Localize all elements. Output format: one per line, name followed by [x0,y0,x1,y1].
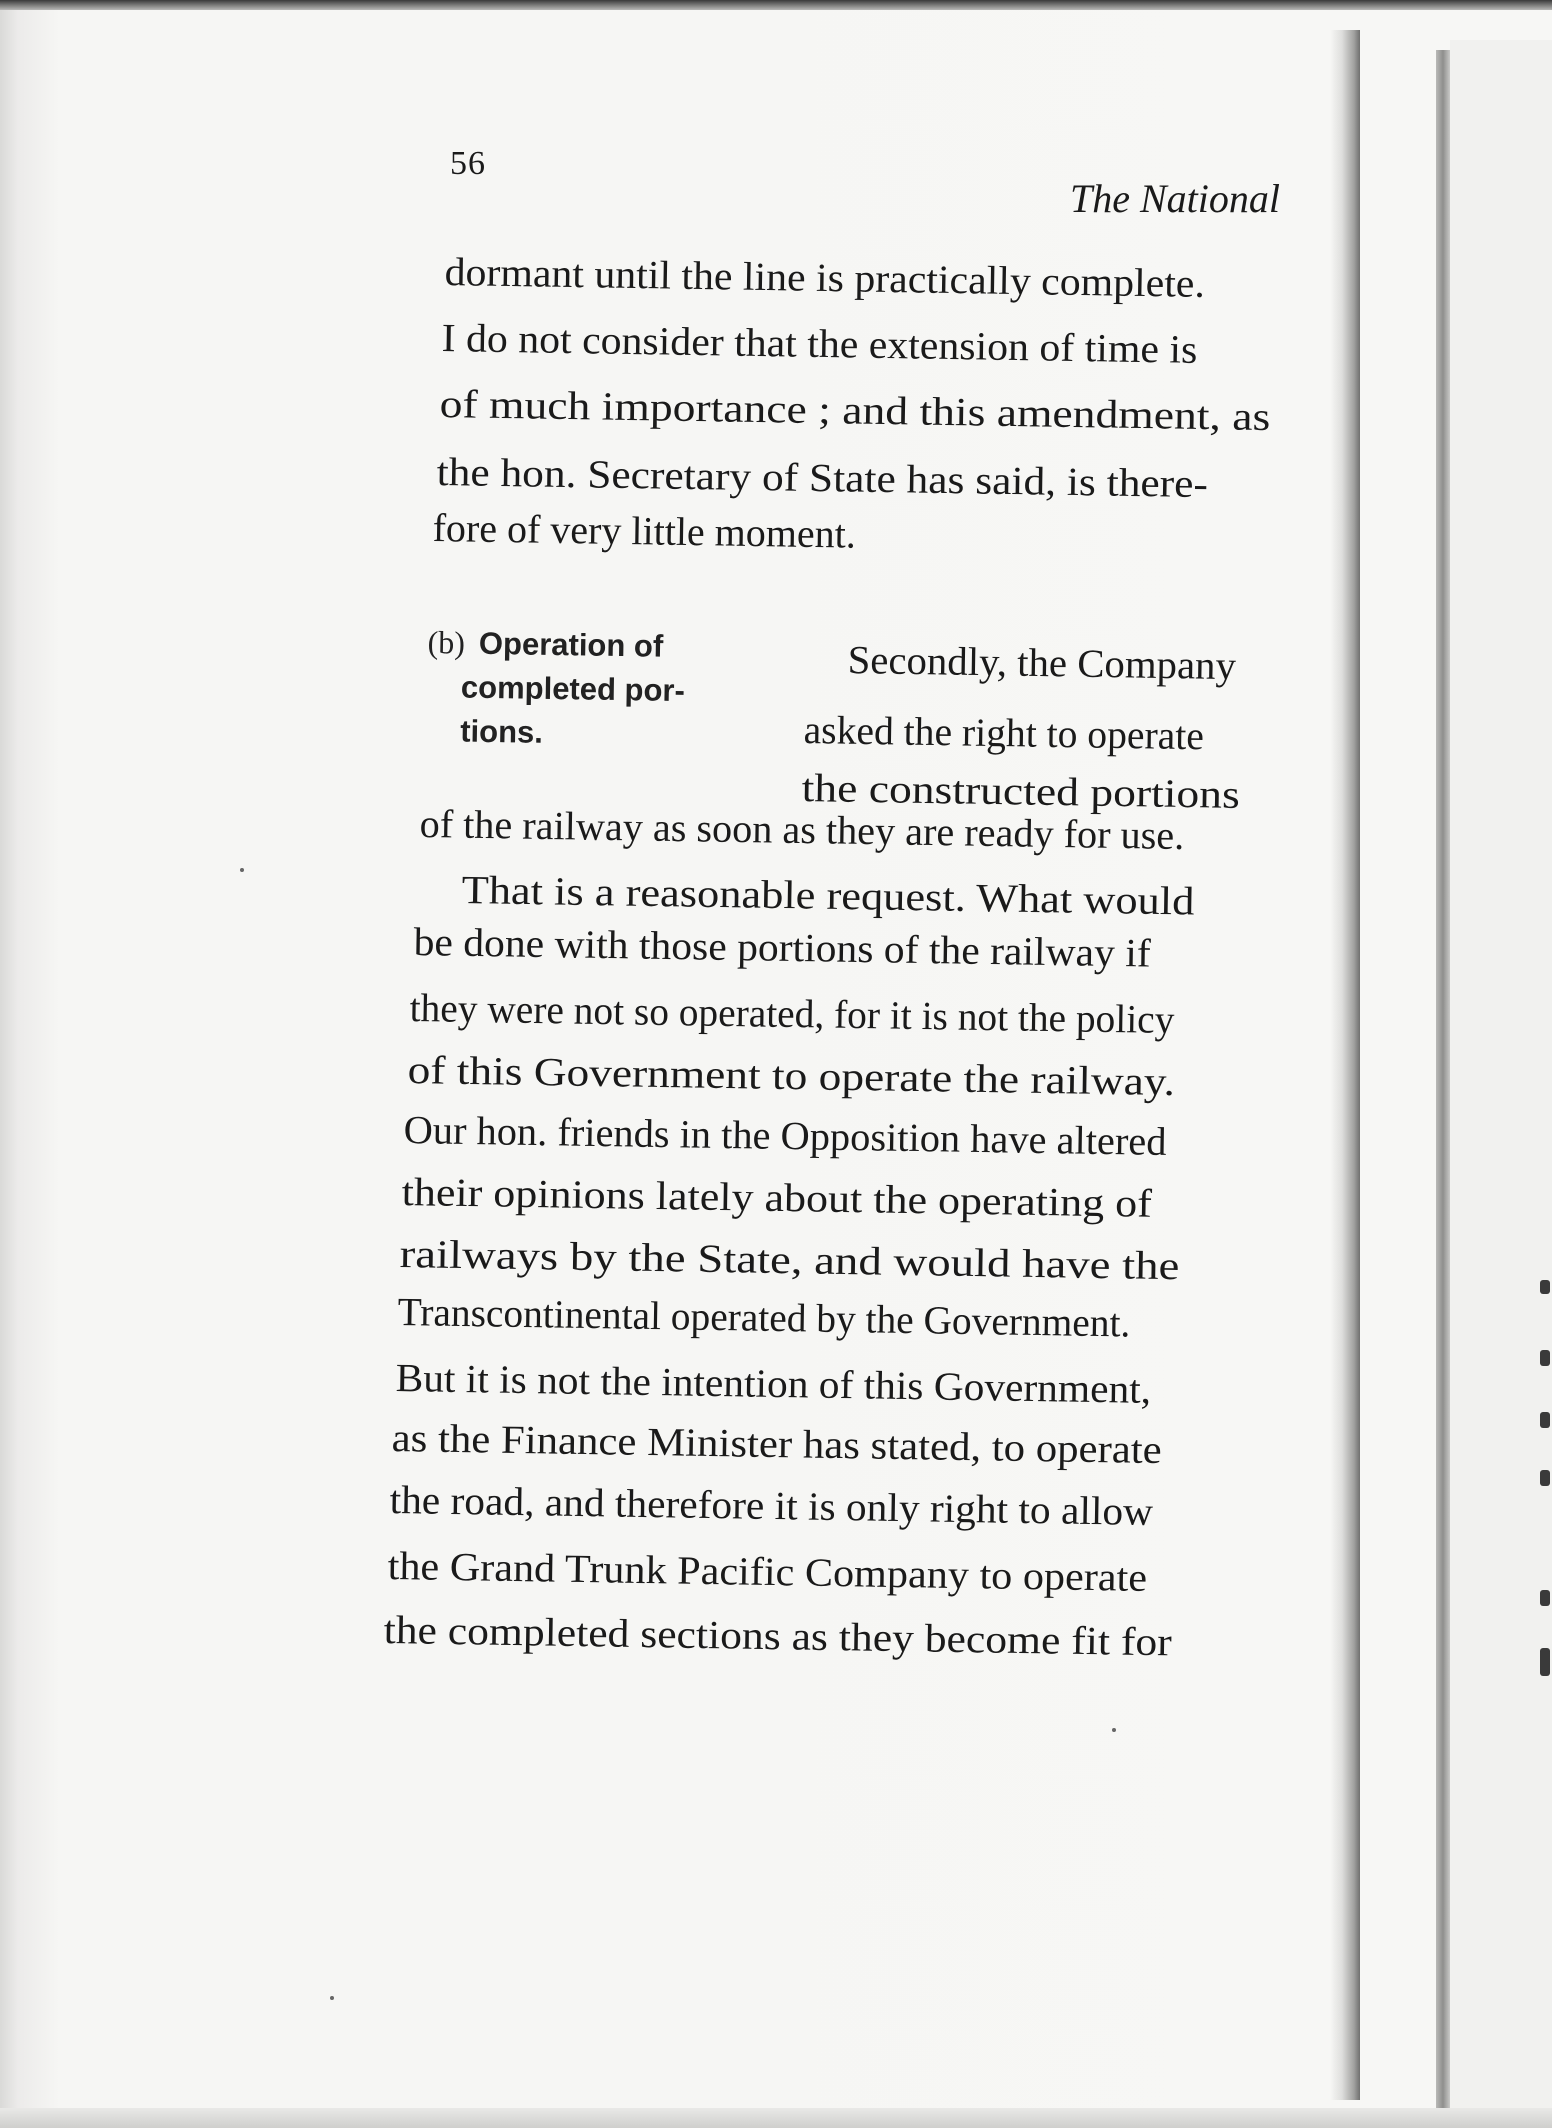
text-line: they were not so operated, for it is not the policy [409,985,1175,1043]
text-line: as the Finance Minister has stated, to operate [391,1415,1163,1473]
sidenote [426,620,768,758]
text-line: the hon. Secretary of State has said, is there- [436,449,1209,507]
scan-speck [330,1996,334,2000]
text-line: asked the right to operate [803,707,1205,759]
scan-speck [240,868,244,872]
text-line: I do not consider that the extension of time is [441,315,1198,372]
text-line: of the railway as soon as they are ready for use. [419,801,1185,859]
sidenote-line: completed por- [460,669,686,709]
text-line: Our hon. friends in the Opposition have altered [403,1107,1167,1164]
text-line: fore of very little moment. [432,505,857,557]
text-line: the Grand Trunk Pacific Company to operate [387,1543,1148,1600]
text-line: their opinions lately about the operating of [401,1169,1153,1226]
sidenote-marker: (b) [427,623,466,661]
text-line: the constructed portions [801,765,1241,817]
text-line: of this Government to operate the railway. [407,1047,1176,1105]
scan-speck [1112,1728,1116,1732]
running-head: The National [1070,176,1281,221]
text-line: the completed sections as they become fit for [383,1607,1173,1665]
sidenote-line: Operation of [478,625,664,664]
text-line: Transcontinental operated by the Government. [397,1289,1131,1346]
text-line: Secondly, the Company [847,637,1237,689]
text-line: be done with those portions of the railway if [413,919,1152,976]
text-line: railways by the State, and would have the [399,1231,1180,1289]
text-line: of much importance ; and this amendment, as [439,381,1271,440]
text-line: dormant until the line is practically complete. [444,249,1206,306]
page-number: 56 [450,145,486,182]
sidenote-line: tions. [459,713,544,750]
text-line: the road, and therefore it is only right to allow [389,1477,1154,1534]
text-line: That is a reasonable request. What would [461,867,1195,924]
text-line: But it is not the intention of this Government, [395,1355,1152,1412]
